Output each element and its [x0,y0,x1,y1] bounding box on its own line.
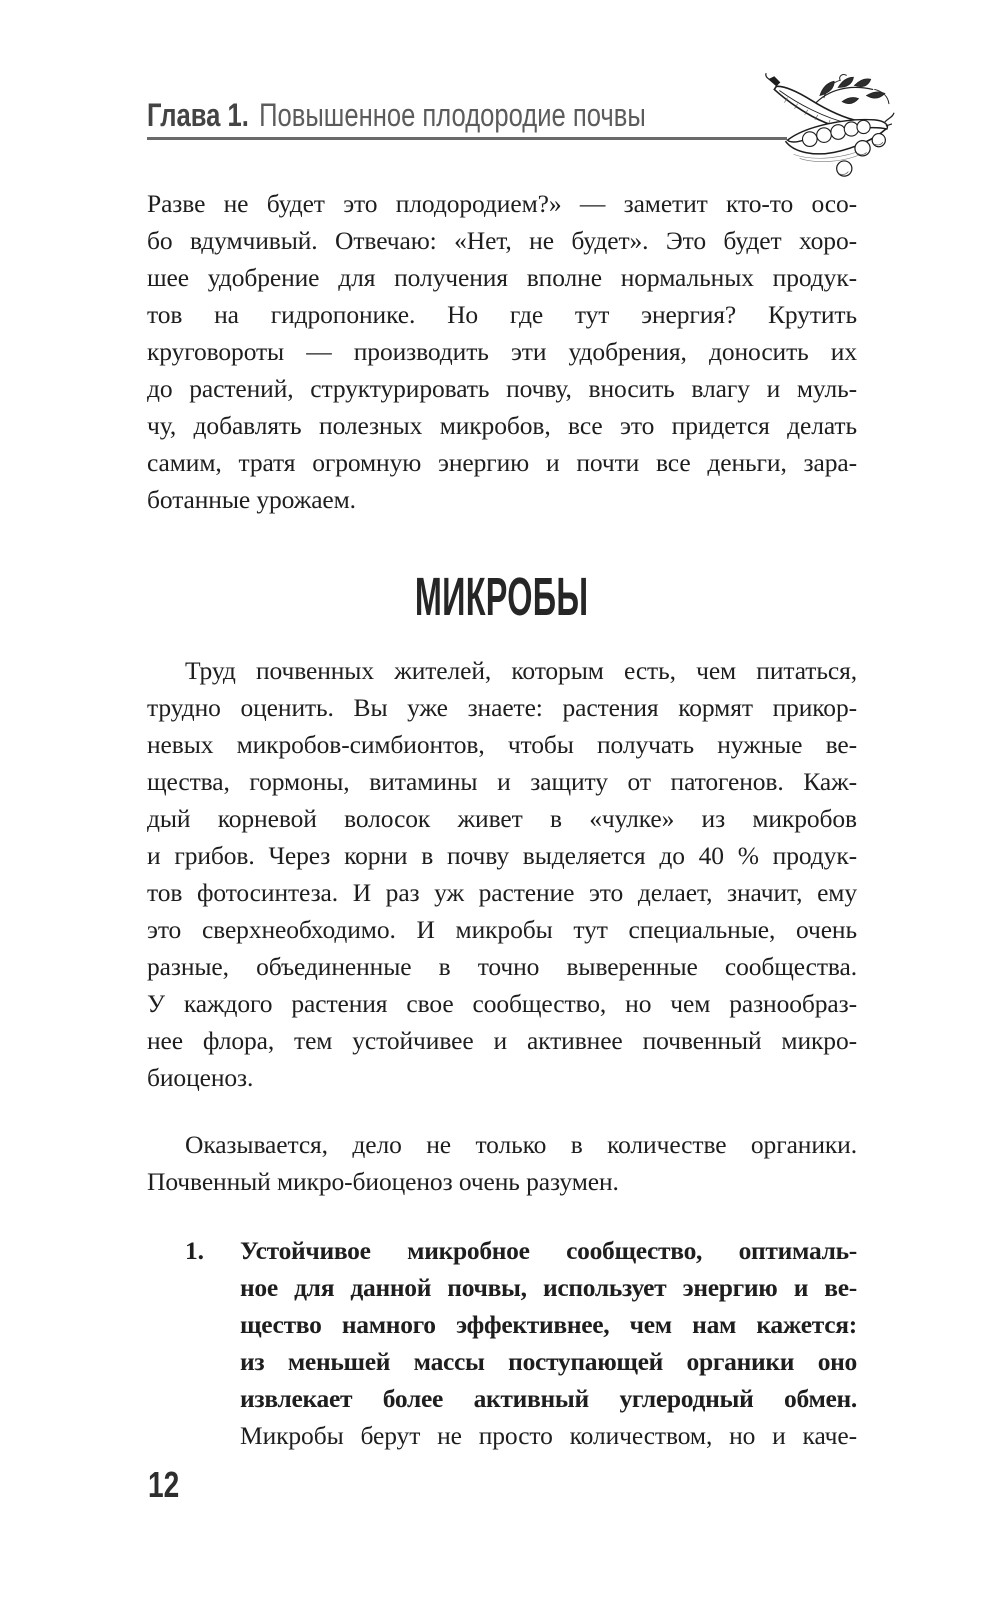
chapter-header [147,99,646,131]
header-rule [147,137,787,140]
list-item-body [240,1232,857,1454]
section-heading-text: МИКРОБЫ [415,567,589,627]
paragraph-1: Разве не будет это плодородием?» — заметит кто-то осо- бо вдумчивый. Отвечаю: «Нет, не будет». Это будет хоро- шее удобрение для получения вполне нормальных продук- тов на гидропонике. Но где тут энергия? Крутить круговороты — производить эти удобрения, доносить их до растений, структурировать почву, вносить влагу и муль- чу, добавлять полезных микробов, все это придется делать самим, тратя огромную энергию и почти все деньги, зара- ботанные урожаем. [147,189,857,514]
leaf-icons [820,77,885,103]
list-item-bold-text: Устойчивое микробное сообщество, оптималь- ное для данной почвы, использует энергию и ве- щество намного эффективнее, чем нам кажется: из меньшей массы поступающей органики оно извлекает более активный углеродный обмен. [240,1236,857,1413]
chapter-title: Повышенное плодородие почвы [259,97,646,133]
chapter-number-label: Глава 1. [147,97,249,133]
paragraph-2: Труд почвенных жителей, которым есть, чем питаться, трудно оценить. Вы уже знаете: растения кормят прикор- невых микробов-симбионтов, чтобы получать нужные ве- щества, гормоны, витамины и защиту от патогенов. Каж- дый корневой волосок живет в «чулке» из микробов и грибов. Через корни в почву выделяется до 40 % продук- тов фотосинтеза. И раз уж растение это делает, значит, ему это сверхнеобходимо. И микробы тут специальные, очень разные, объединенные в точно выверенные сообщества. У каждого растения свое сообщество, но чем разнообраз- нее флора, тем устойчивее и активнее почвенный микро- биоценоз. [147,656,857,1092]
section-heading [147,568,857,626]
paragraph-3: Оказывается, дело не только в количестве органики. Почвенный микро-биоценоз очень разумен. [147,1130,857,1196]
numbered-list-item-1 [147,1232,857,1454]
list-item-number: 1. [185,1236,204,1265]
page-number: 12 [148,1464,180,1505]
list-item-regular-text: Микробы берут не просто количеством, но и каче- [240,1421,857,1450]
pea-pods-illustration [753,73,895,185]
